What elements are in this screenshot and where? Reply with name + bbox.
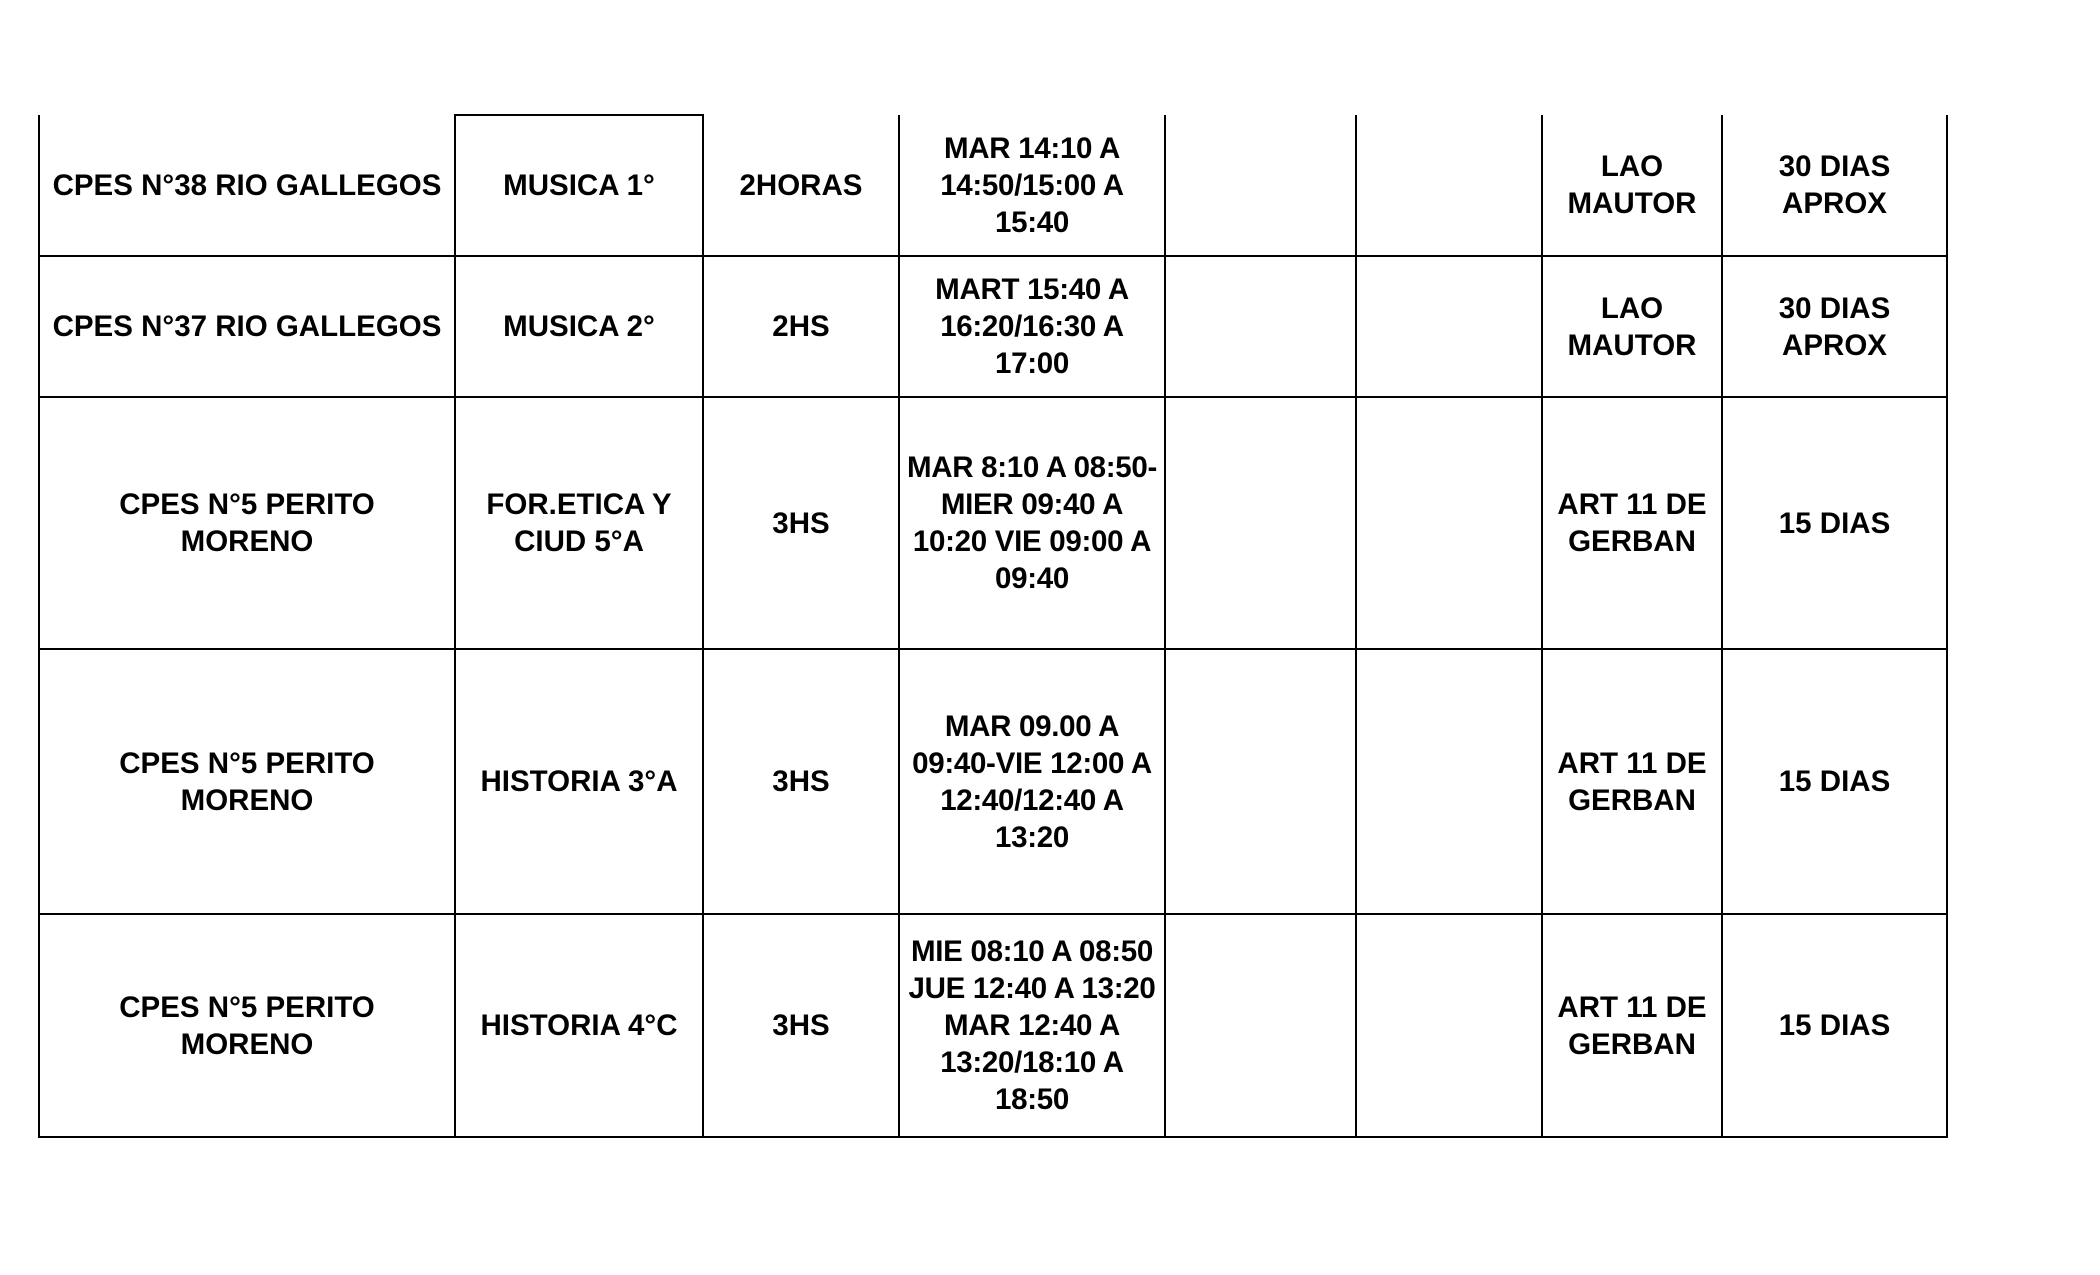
- duration-text: 15 DIAS: [1778, 1009, 1891, 1042]
- schedule-text: MAR 09.00 A 09:40-VIE 12:00 A 12:40/12:40 A 13:20: [912, 709, 1152, 854]
- empty-cell: [1165, 256, 1356, 397]
- reason-text: ART 11 DE GERBAN: [1557, 990, 1707, 1061]
- empty-cell: [1165, 397, 1356, 649]
- reason-text: ART 11 DE GERBAN: [1557, 746, 1707, 817]
- empty-cell: [1356, 649, 1542, 914]
- reason-cell: [1542, 256, 1722, 397]
- subject-text: MUSICA 2°: [503, 310, 655, 343]
- school-cell: [39, 397, 455, 649]
- school-text: CPES N°5 PERITO MORENO: [119, 990, 375, 1061]
- reason-cell: [1542, 115, 1722, 256]
- school-cell: [39, 914, 455, 1137]
- hours-text: 3HS: [772, 1009, 830, 1042]
- empty-cell: [1356, 914, 1542, 1137]
- subject-text: MUSICA 1°: [503, 169, 655, 202]
- assignments-table: [38, 114, 1948, 1138]
- duration-cell: [1722, 256, 1947, 397]
- hours-cell: [703, 397, 899, 649]
- reason-text: LAO MAUTOR: [1567, 291, 1697, 362]
- duration-text: 15 DIAS: [1778, 765, 1891, 798]
- schedule-text: MAR 14:10 A 14:50/15:00 A 15:40: [940, 131, 1124, 239]
- hours-text: 3HS: [772, 765, 830, 798]
- school-cell: [39, 649, 455, 914]
- empty-cell: [1356, 115, 1542, 256]
- empty-cell: [1356, 256, 1542, 397]
- school-cell: [39, 115, 455, 256]
- reason-cell: [1542, 649, 1722, 914]
- reason-text: LAO MAUTOR: [1567, 150, 1697, 220]
- table-row: [39, 256, 1947, 397]
- duration-text: 15 DIAS: [1778, 506, 1891, 540]
- hours-cell: [703, 914, 899, 1137]
- school-text: CPES N°5 PERITO MORENO: [119, 488, 375, 558]
- subject-text: HISTORIA 3°A: [480, 765, 678, 798]
- hours-cell: [703, 256, 899, 397]
- school-text: CPES N°38 RIO GALLEGOS: [52, 168, 442, 202]
- reason-cell: [1542, 397, 1722, 649]
- empty-cell: [1165, 914, 1356, 1137]
- subject-cell: [455, 397, 703, 649]
- hours-text: 2HORAS: [739, 168, 863, 202]
- schedule-cell: [899, 256, 1165, 397]
- schedule-cell: [899, 115, 1165, 256]
- schedule-text: MART 15:40 A 16:20/16:30 A 17:00: [935, 273, 1129, 380]
- schedule-text: MIE 08:10 A 08:50 JUE 12:40 A 13:20 MAR 12:40 A 13:20/18:10 A 18:50: [908, 935, 1156, 1116]
- subject-cell: [455, 914, 703, 1137]
- duration-cell: [1722, 914, 1947, 1137]
- hours-cell: [703, 115, 899, 256]
- hours-text: 2HS: [772, 310, 830, 343]
- subject-cell: [455, 256, 703, 397]
- empty-cell: [1356, 397, 1542, 649]
- duration-cell: [1722, 649, 1947, 914]
- reason-cell: [1542, 914, 1722, 1137]
- duration-text: 30 DIAS APROX: [1778, 150, 1891, 220]
- school-text: CPES N°5 PERITO MORENO: [119, 746, 375, 817]
- table-row: [39, 115, 1947, 256]
- subject-cell: [455, 115, 703, 256]
- school-text: CPES N°37 RIO GALLEGOS: [52, 310, 442, 343]
- schedule-cell: [899, 397, 1165, 649]
- reason-text: ART 11 DE GERBAN: [1557, 488, 1707, 558]
- subject-cell: [455, 649, 703, 914]
- hours-cell: [703, 649, 899, 914]
- school-cell: [39, 256, 455, 397]
- empty-cell: [1165, 649, 1356, 914]
- subject-text: FOR.ETICA Y CIUD 5°A: [486, 488, 672, 558]
- schedule-text: MAR 8:10 A 08:50- MIER 09:40 A 10:20 VIE 09:00 A 09:40: [906, 451, 1158, 595]
- duration-text: 30 DIAS APROX: [1778, 291, 1891, 362]
- empty-cell: [1165, 115, 1356, 256]
- schedule-cell: [899, 914, 1165, 1137]
- table-row: [39, 397, 1947, 649]
- duration-cell: [1722, 115, 1947, 256]
- hours-text: 3HS: [772, 506, 830, 540]
- schedule-cell: [899, 649, 1165, 914]
- duration-cell: [1722, 397, 1947, 649]
- table-row: [39, 914, 1947, 1137]
- table-row: [39, 649, 1947, 914]
- subject-text: HISTORIA 4°C: [480, 1009, 678, 1042]
